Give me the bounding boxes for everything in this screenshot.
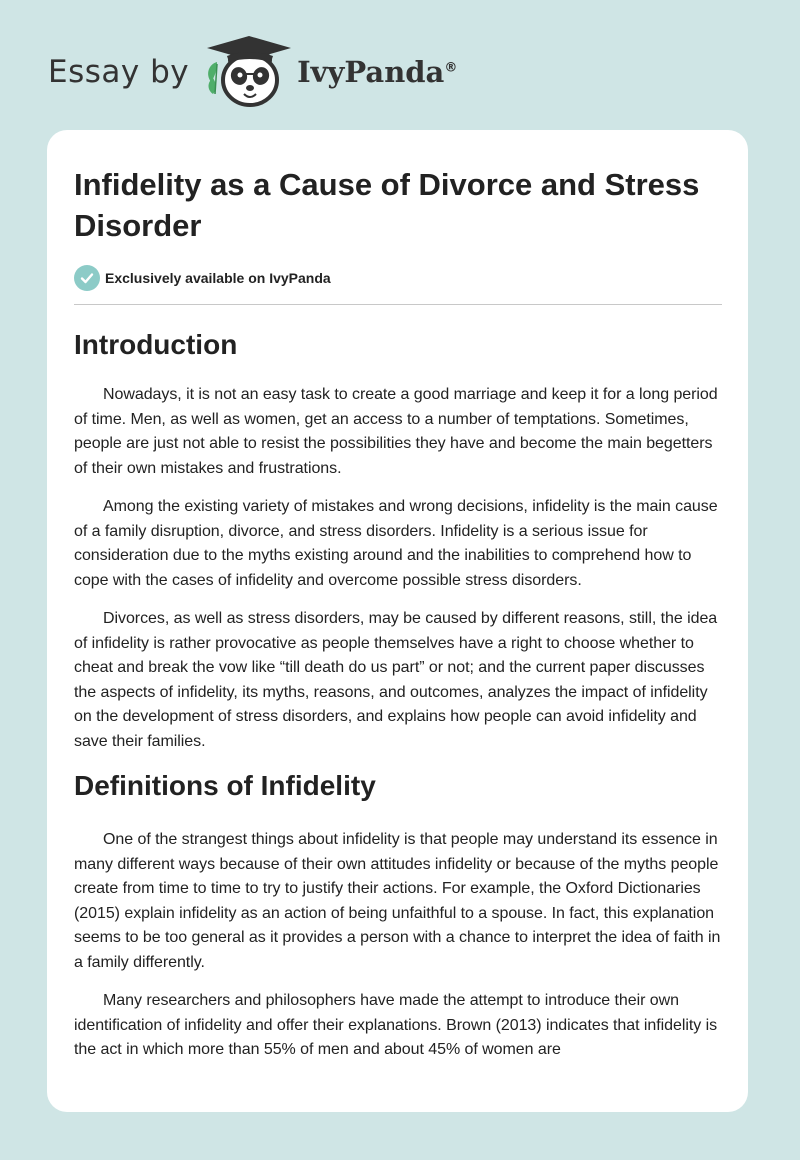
paragraph: Among the existing variety of mistakes and wrong decisions, infidelity is the main cause of a family disruption, divorce, and stress disorders. Infidelity is a serious issue for consideration due to the myths existing around and the inabilities to comprehend how to cope with the cases of infidelity and overcome possible stress disorders. [74,498,718,589]
brand-prefix: Essay by [48,54,190,90]
brand-header[interactable] [48,34,457,110]
registered-mark: ® [444,60,458,76]
panda-graduate-icon [203,34,295,110]
paragraph: Divorces, as well as stress disorders, may be caused by different reasons, still, the idea of infidelity is rather provocative as people themselves have a right to choose whether to cheat and break the vow like “till death do us part” or not; and the current paper discusses the aspects of infidelity, its myths, reasons, and outcomes, analyzes the impact of infidelity on the development of stress disorders, and explains how people can avoid infidelity and save their families. [74,610,718,750]
exclusive-badge-label: Exclusively available on IvyPanda [105,270,331,286]
exclusive-badge [74,264,724,292]
check-circle-icon [74,265,100,291]
paragraph: Many researchers and philosophers have made the attempt to introduce their own identification of infidelity and offer their explanations. Brown (2013) indicates that infidelity is the act in which more than 55% of men and about 45% of women are [74,992,718,1058]
essay-card [47,130,748,1112]
paragraph: One of the strangest things about infidelity is that people may understand its essence in many different ways because of their own attitudes infidelity or because of the myths people create from time to time to try to justify their actions. For example, the Oxford Dictionaries (2015) explain infidelity as an action of being unfaithful to a spouse. In fact, this explanation seems to be too general as it provides a person with a chance to interpret the idea of faith in a family differently. [74,831,721,971]
section-heading-introduction: Introduction [74,329,238,360]
essay-content [74,164,724,1077]
essay-title: Infidelity as a Cause of Divorce and Stress Disorder [74,167,700,243]
section-heading-definitions: Definitions of Infidelity [74,770,376,801]
paragraph: Nowadays, it is not an easy task to create a good marriage and keep it for a long period of time. Men, as well as women, get an access to a number of temptations. Sometimes, people are just not able to resist the possibilities they have and become the main begetters of their own mistakes and frustrations. [74,386,718,477]
brand-name: IvyPanda® [297,55,458,89]
title-divider [74,304,722,305]
